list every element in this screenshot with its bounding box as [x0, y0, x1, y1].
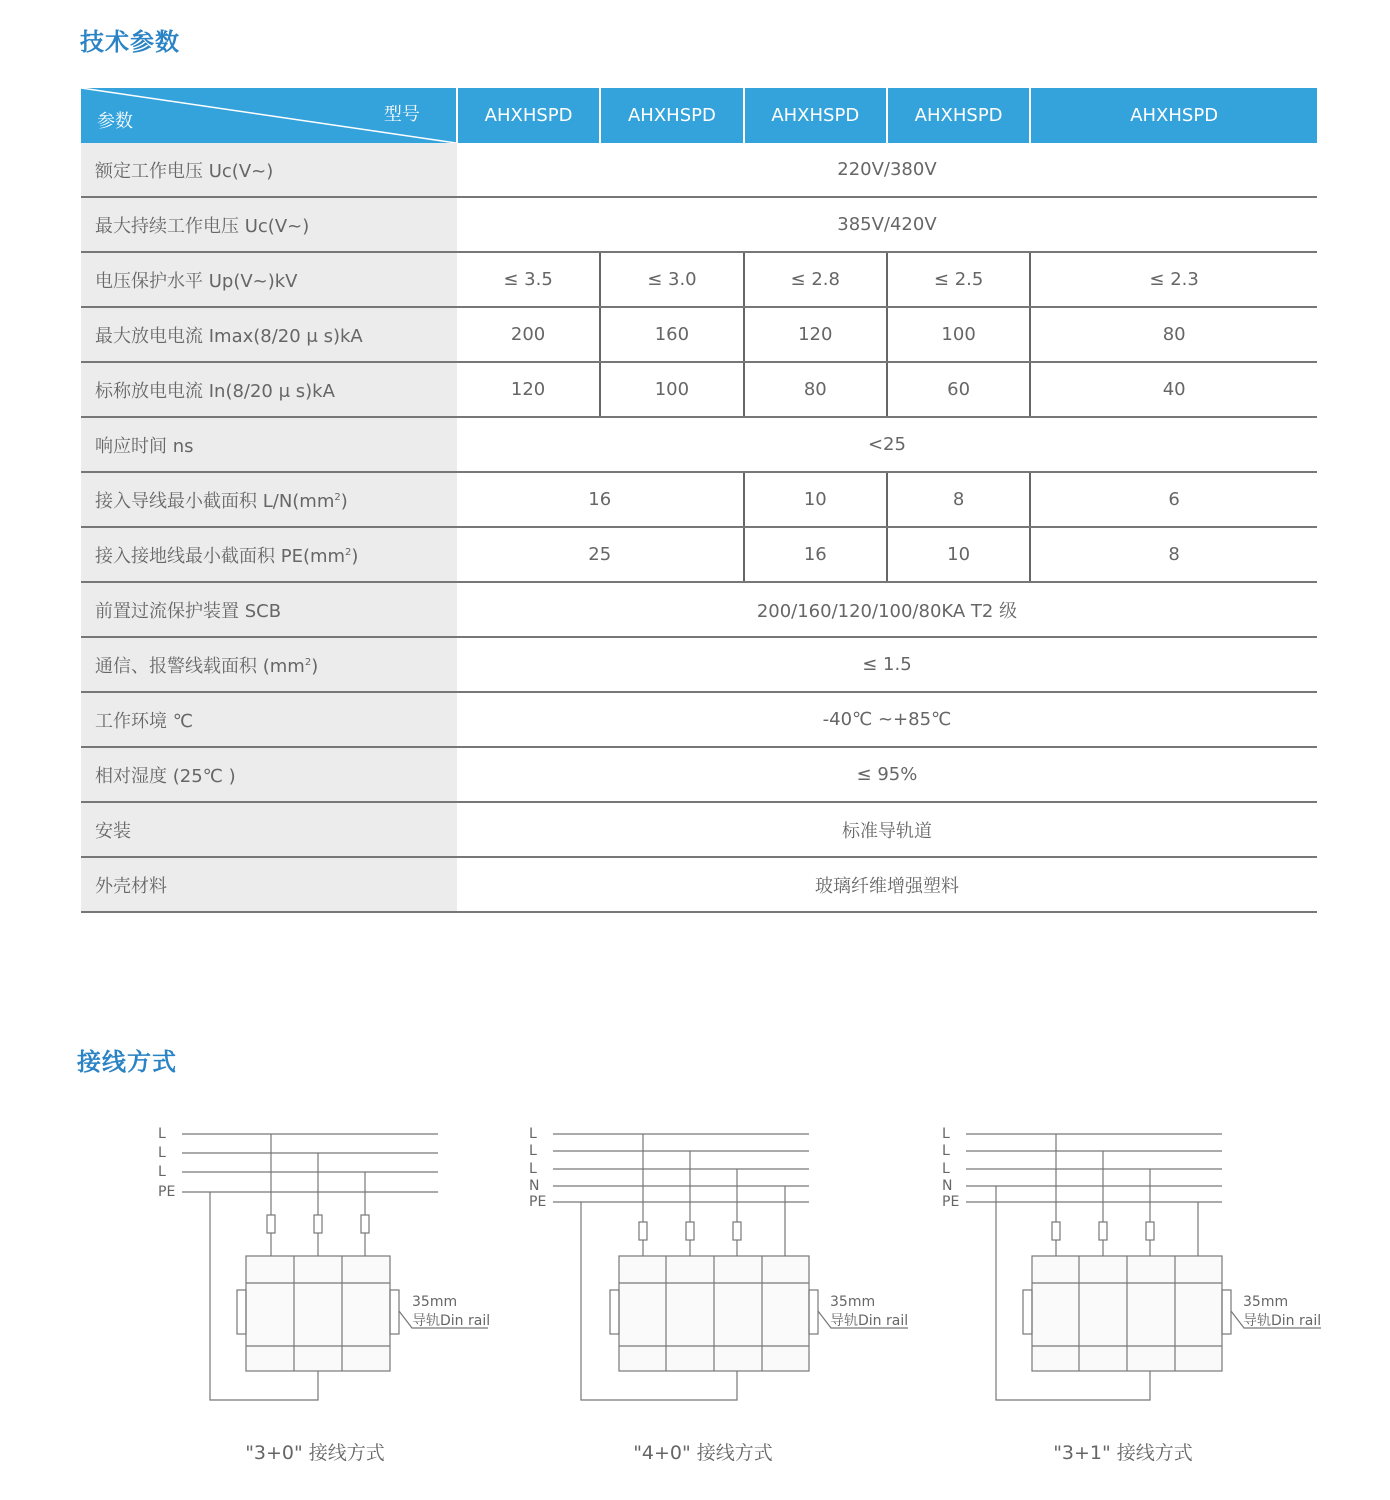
line-label: PE — [158, 1184, 176, 1200]
cell-value: 60 — [887, 362, 1030, 417]
row-label: 接入接地线最小截面积 $PE(mm^2)$ — [81, 527, 457, 582]
wiring-diagram-3-0 — [150, 1118, 550, 1458]
row-label: 最大放电电流 Imax(8/20 μ s)kA — [81, 307, 457, 362]
line-label: L — [529, 1126, 537, 1142]
row-label: 工作环境 ℃ — [81, 692, 457, 747]
cell-value: <25 — [457, 417, 1317, 472]
table-row — [81, 692, 1317, 747]
cell-value: ≤ 3.0 — [600, 252, 743, 307]
rail-size-label: 35mm — [412, 1294, 458, 1310]
row-label: 电压保护水平 Up(V~)kV — [81, 252, 457, 307]
cell-value: 200 — [457, 307, 600, 362]
line-label: L — [158, 1126, 166, 1142]
line-label: N — [529, 1178, 540, 1194]
wiring-diagram-drawing — [523, 1118, 923, 1438]
wiring-diagram-3-1 — [936, 1118, 1336, 1458]
line-label: PE — [529, 1194, 547, 1210]
line-label: L — [529, 1143, 537, 1159]
table-row — [81, 802, 1317, 857]
row-label: 标称放电电流 In(8/20 μ s)kA — [81, 362, 457, 417]
table-row — [81, 582, 1317, 637]
cell-value: 10 — [744, 472, 887, 527]
table-header-row — [81, 88, 1317, 143]
row-label: 外壳材料 — [81, 857, 457, 912]
cell-value: 200/160/120/100/80KA T2 级 — [457, 582, 1317, 637]
model-header: AHXHSPD — [1030, 88, 1317, 143]
rail-label: 导轨Din rail — [830, 1313, 909, 1329]
model-header: AHXHSPD — [600, 88, 743, 143]
rail-label: 导轨Din rail — [1243, 1313, 1322, 1329]
line-label: L — [942, 1161, 950, 1177]
cell-value: 120 — [457, 362, 600, 417]
row-label: 额定工作电压 Uc(V~) — [81, 143, 457, 197]
cell-value: ≤ 2.3 — [1030, 252, 1317, 307]
section-title-specs: 技术参数 — [80, 28, 180, 56]
diagram-caption: "3+0" 接线方式 — [245, 1442, 385, 1464]
rail-label: 导轨Din rail — [412, 1313, 491, 1329]
table-row — [81, 747, 1317, 802]
cell-value: 385V/420V — [457, 197, 1317, 252]
rail-size-label: 35mm — [1243, 1294, 1289, 1310]
table-row — [81, 143, 1317, 197]
cell-value: 16 — [744, 527, 887, 582]
corner-model-label: 型号 — [383, 104, 420, 125]
row-label: 响应时间 ns — [81, 417, 457, 472]
diagram-caption: "3+1" 接线方式 — [1053, 1442, 1193, 1464]
row-label: 接入导线最小截面积 $L/N(mm^2)$ — [81, 472, 457, 527]
line-label: L — [942, 1143, 950, 1159]
cell-value: 220V/380V — [457, 143, 1317, 197]
table-row — [81, 472, 1317, 527]
cell-value: ≤ 3.5 — [457, 252, 600, 307]
cell-value: ≤ 2.5 — [887, 252, 1030, 307]
row-label: 通信、报警线载面积 $(mm^2)$ — [81, 637, 457, 692]
cell-value: 100 — [600, 362, 743, 417]
cell-value: 标准导轨道 — [457, 802, 1317, 857]
cell-value: 80 — [744, 362, 887, 417]
row-label: 相对湿度 (25℃ ) — [81, 747, 457, 802]
wiring-diagram-drawing — [936, 1118, 1336, 1438]
table-row — [81, 197, 1317, 252]
table-row — [81, 417, 1317, 472]
cell-value: 8 — [887, 472, 1030, 527]
row-label: 最大持续工作电压 Uc(V~) — [81, 197, 457, 252]
line-label: L — [158, 1164, 166, 1180]
table-row — [81, 307, 1317, 362]
cell-value: 8 — [1030, 527, 1317, 582]
cell-value: 100 — [887, 307, 1030, 362]
table-corner-cell — [81, 88, 457, 143]
cell-value: 80 — [1030, 307, 1317, 362]
wiring-diagram-4-0 — [523, 1118, 923, 1458]
section-title-wiring: 接线方式 — [77, 1048, 177, 1076]
spec-table — [81, 88, 1317, 913]
table-row — [81, 252, 1317, 307]
line-label: L — [942, 1126, 950, 1142]
table-row — [81, 527, 1317, 582]
table-row — [81, 362, 1317, 417]
line-label: PE — [942, 1194, 960, 1210]
row-label: 前置过流保护装置 SCB — [81, 582, 457, 637]
model-header: AHXHSPD — [457, 88, 600, 143]
cell-value: 6 — [1030, 472, 1317, 527]
wiring-diagram-drawing — [150, 1118, 550, 1438]
diagram-caption: "4+0" 接线方式 — [633, 1442, 773, 1464]
cell-value: 40 — [1030, 362, 1317, 417]
corner-param-label: 参数 — [97, 111, 133, 132]
cell-value: 25 — [457, 527, 744, 582]
cell-value: 玻璃纤维增强塑料 — [457, 857, 1317, 912]
model-header: AHXHSPD — [887, 88, 1030, 143]
table-row — [81, 637, 1317, 692]
rail-size-label: 35mm — [830, 1294, 876, 1310]
cell-value: 16 — [457, 472, 744, 527]
model-header: AHXHSPD — [744, 88, 887, 143]
cell-value: 120 — [744, 307, 887, 362]
cell-value: ≤ 95% — [457, 747, 1317, 802]
line-label: L — [158, 1145, 166, 1161]
line-label: L — [529, 1161, 537, 1177]
cell-value: 10 — [887, 527, 1030, 582]
table-row — [81, 857, 1317, 912]
row-label: 安装 — [81, 802, 457, 857]
cell-value: 160 — [600, 307, 743, 362]
cell-value: ≤ 1.5 — [457, 637, 1317, 692]
cell-value: ≤ 2.8 — [744, 252, 887, 307]
line-label: N — [942, 1178, 953, 1194]
cell-value: -40℃ ~+85℃ — [457, 692, 1317, 747]
